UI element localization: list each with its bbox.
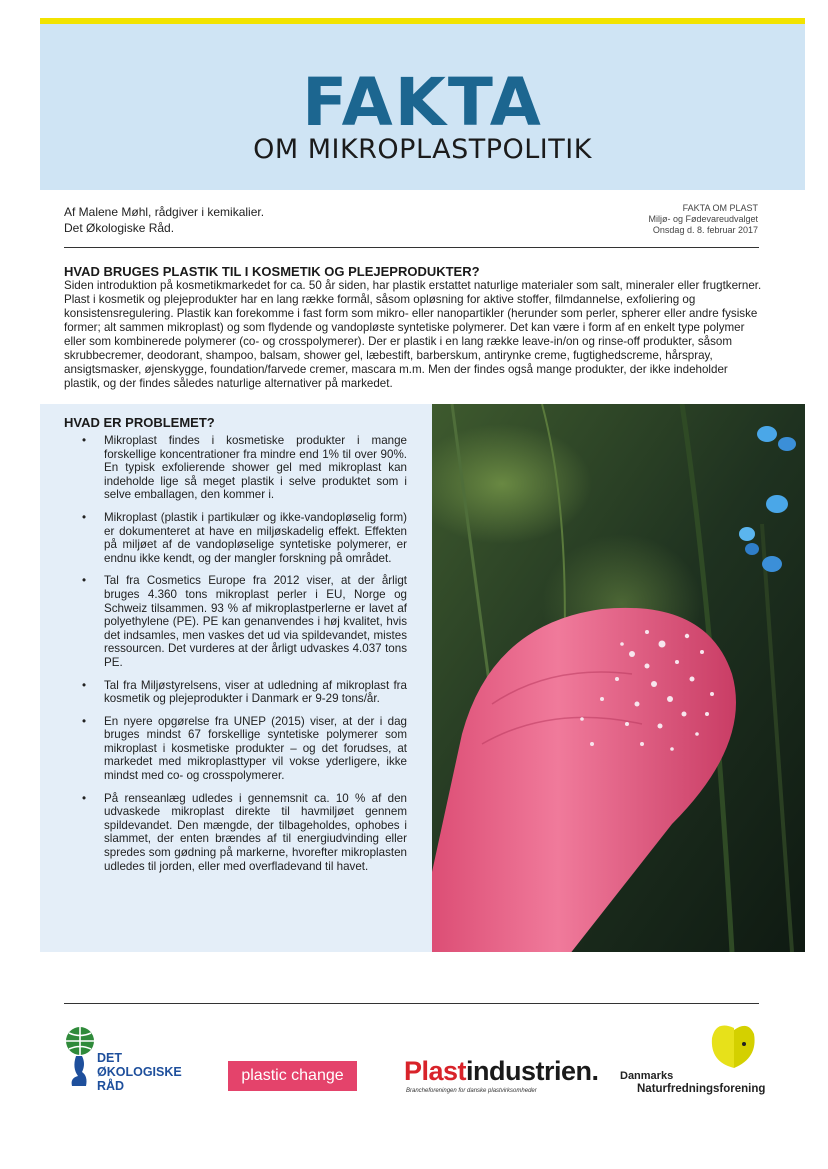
- page-subtitle: OM MIKROPLASTPOLITIK: [253, 134, 592, 165]
- problem-section: [40, 404, 432, 952]
- bullet: •: [82, 791, 87, 805]
- problem-item-text: På renseanlæg udledes i gennemsnit ca. 10 % af den udvaskede mikroplast direkte til havmiljøet gennem spildevandet. Den mængde, der tilbageholdes, ophobes i slammet, der enten brændes af til energiudvinding eller spredes som gødning på markerne, hvorefter mikroplasten udledes til jorden, eller med overfladevand til havet.: [104, 791, 407, 873]
- problem-item: [82, 715, 407, 783]
- problem-list: [82, 434, 407, 882]
- bullet: •: [82, 678, 87, 692]
- meta-series: FAKTA OM PLAST: [682, 203, 758, 213]
- bullet: •: [82, 574, 87, 588]
- problem-item-text: Tal fra Miljøstyrelsens, viser at udledning af mikroplast fra kosmetik og plejeprodukter i Danmark er 9-29 tons/år.: [104, 678, 407, 706]
- divider-top: [64, 247, 759, 248]
- problem-item: [82, 574, 407, 669]
- globe-icon: [62, 1026, 98, 1092]
- dn-logo-line1: Danmarks: [620, 1070, 674, 1082]
- butterfly-icon: [706, 1018, 762, 1072]
- author-block: [64, 204, 264, 236]
- problem-item: [82, 434, 407, 502]
- okr-text-line: ØKOLOGISKE: [97, 1065, 182, 1079]
- meta-committee: Miljø- og Fødevareudvalget: [648, 214, 758, 224]
- author-organization: Det Økologiske Råd.: [64, 221, 175, 235]
- plastindustrien-logo: [404, 1056, 599, 1087]
- problem-item-text: En nyere opgørelse fra UNEP (2015) viser, at der i dag bruges mindst 67 forskellige syntetiske polymerer som mikroplast i kosmetiske produkter – og det forudses, at markedet med mikroplasttyper vil vokse yderligere, ikke mindst med co- og crosspolymerer.: [104, 714, 407, 783]
- meta-date: Onsdag d. 8. februar 2017: [652, 225, 758, 235]
- bullet: •: [82, 510, 87, 524]
- header-banner: [40, 24, 805, 190]
- divider-bottom: [64, 1003, 759, 1004]
- problem-item-text: Tal fra Cosmetics Europe fra 2012 viser, at der årligt bruges 4.360 tons mikroplast perler i EU, Norge og Schweiz tilsammen. 93 % af mikroplastperlerne er lavet af polyethylene (PE). PE kan genanvendes i høj kvalitet, hvis det indsamles, men vaskes det ud via spildevandet, mistes ressourcen. Det vurderes at der årligt udvaskes 4.037 tons PE.: [104, 574, 407, 669]
- problem-heading: HVAD ER PROBLEMET?: [64, 415, 215, 430]
- okr-text-line: DET: [97, 1051, 122, 1065]
- microplastic-finger-photo: [432, 404, 805, 952]
- problem-item: [82, 792, 407, 874]
- bullet: •: [82, 714, 87, 728]
- problem-item-text: Mikroplast (plastik i partikulær og ikke-vandopløselig form) er dokumenteret at have en miljøskadelig effekt. Effekten på miljøet af de vandopløselige syntetiske polymerer, er endnu ikke kendt, og der mangler forskning på området.: [104, 510, 407, 565]
- plastindustrien-red: Plast: [404, 1056, 467, 1086]
- problem-item-text: Mikroplast findes i kosmetiske produkter i mange forskellige koncentrationer fra mindre end 1% til over 90%. En typisk exfolierende shower gel med mikroplast kan indeholde lige så meget plastik i selve produktet som i selve emballagen, den kommer i.: [104, 434, 407, 502]
- okr-logo: [62, 1026, 98, 1092]
- okr-logo-text: [97, 1051, 182, 1093]
- intro-heading: HVAD BRUGES PLASTIK TIL I KOSMETIK OG PLEJEPRODUKTER?: [64, 264, 480, 279]
- plastindustrien-tagline: Brancheforeningen for danske plastvirksomheder: [406, 1088, 537, 1094]
- plastindustrien-black: industrien.: [466, 1056, 599, 1086]
- bullet: •: [82, 434, 87, 447]
- dn-logo-line2: Naturfredningsforening: [637, 1083, 766, 1095]
- problem-item: [82, 511, 407, 565]
- intro-section: [64, 264, 764, 391]
- author-name: Af Malene Møhl, rådgiver i kemikalier.: [64, 205, 265, 219]
- page-title: FAKTA: [302, 64, 543, 141]
- intro-body: Siden introduktion på kosmetikmarkedet for ca. 50 år siden, har plastik erstattet naturlige materialer som salt, mineraler eller frugtkerner. Plast i kosmetik og plejeprodukter har en lang række formål, såsom opløsning for aktive stoffer, filmdannelse, exfoliering og konsistensregulering. Plastik kan forekomme i fast form som mikro- eller nanopartikler (herunder som perler, spherer eller andre fysiske former; alt sammen mikroplast) og som flydende og vandopløste syntetiske polymerer. Det kan være i form af en enkelt type polymer eller som kombinerede polymerer (co- og crosspolymerer). Der er plastik i en lang række leave-in/on og rinse-off produkter, såsom skrubbecremer, deodorant, shampoo, balsam, shower gel, læbestift, barberskum, antirynke creme, fugtighedscreme, hårspray, ansigtsmasker, øjenskygge, foundation/farvede cremer, mascara m.m. Men der findes også mange produkter, der ikke indeholder plastik, og der findes således naturlige alternativer på markedet.: [64, 279, 762, 390]
- problem-item: [82, 679, 407, 706]
- okr-text-line: RÅD: [97, 1079, 125, 1093]
- document-meta: [648, 203, 758, 236]
- plastic-change-logo: plastic change: [228, 1061, 357, 1091]
